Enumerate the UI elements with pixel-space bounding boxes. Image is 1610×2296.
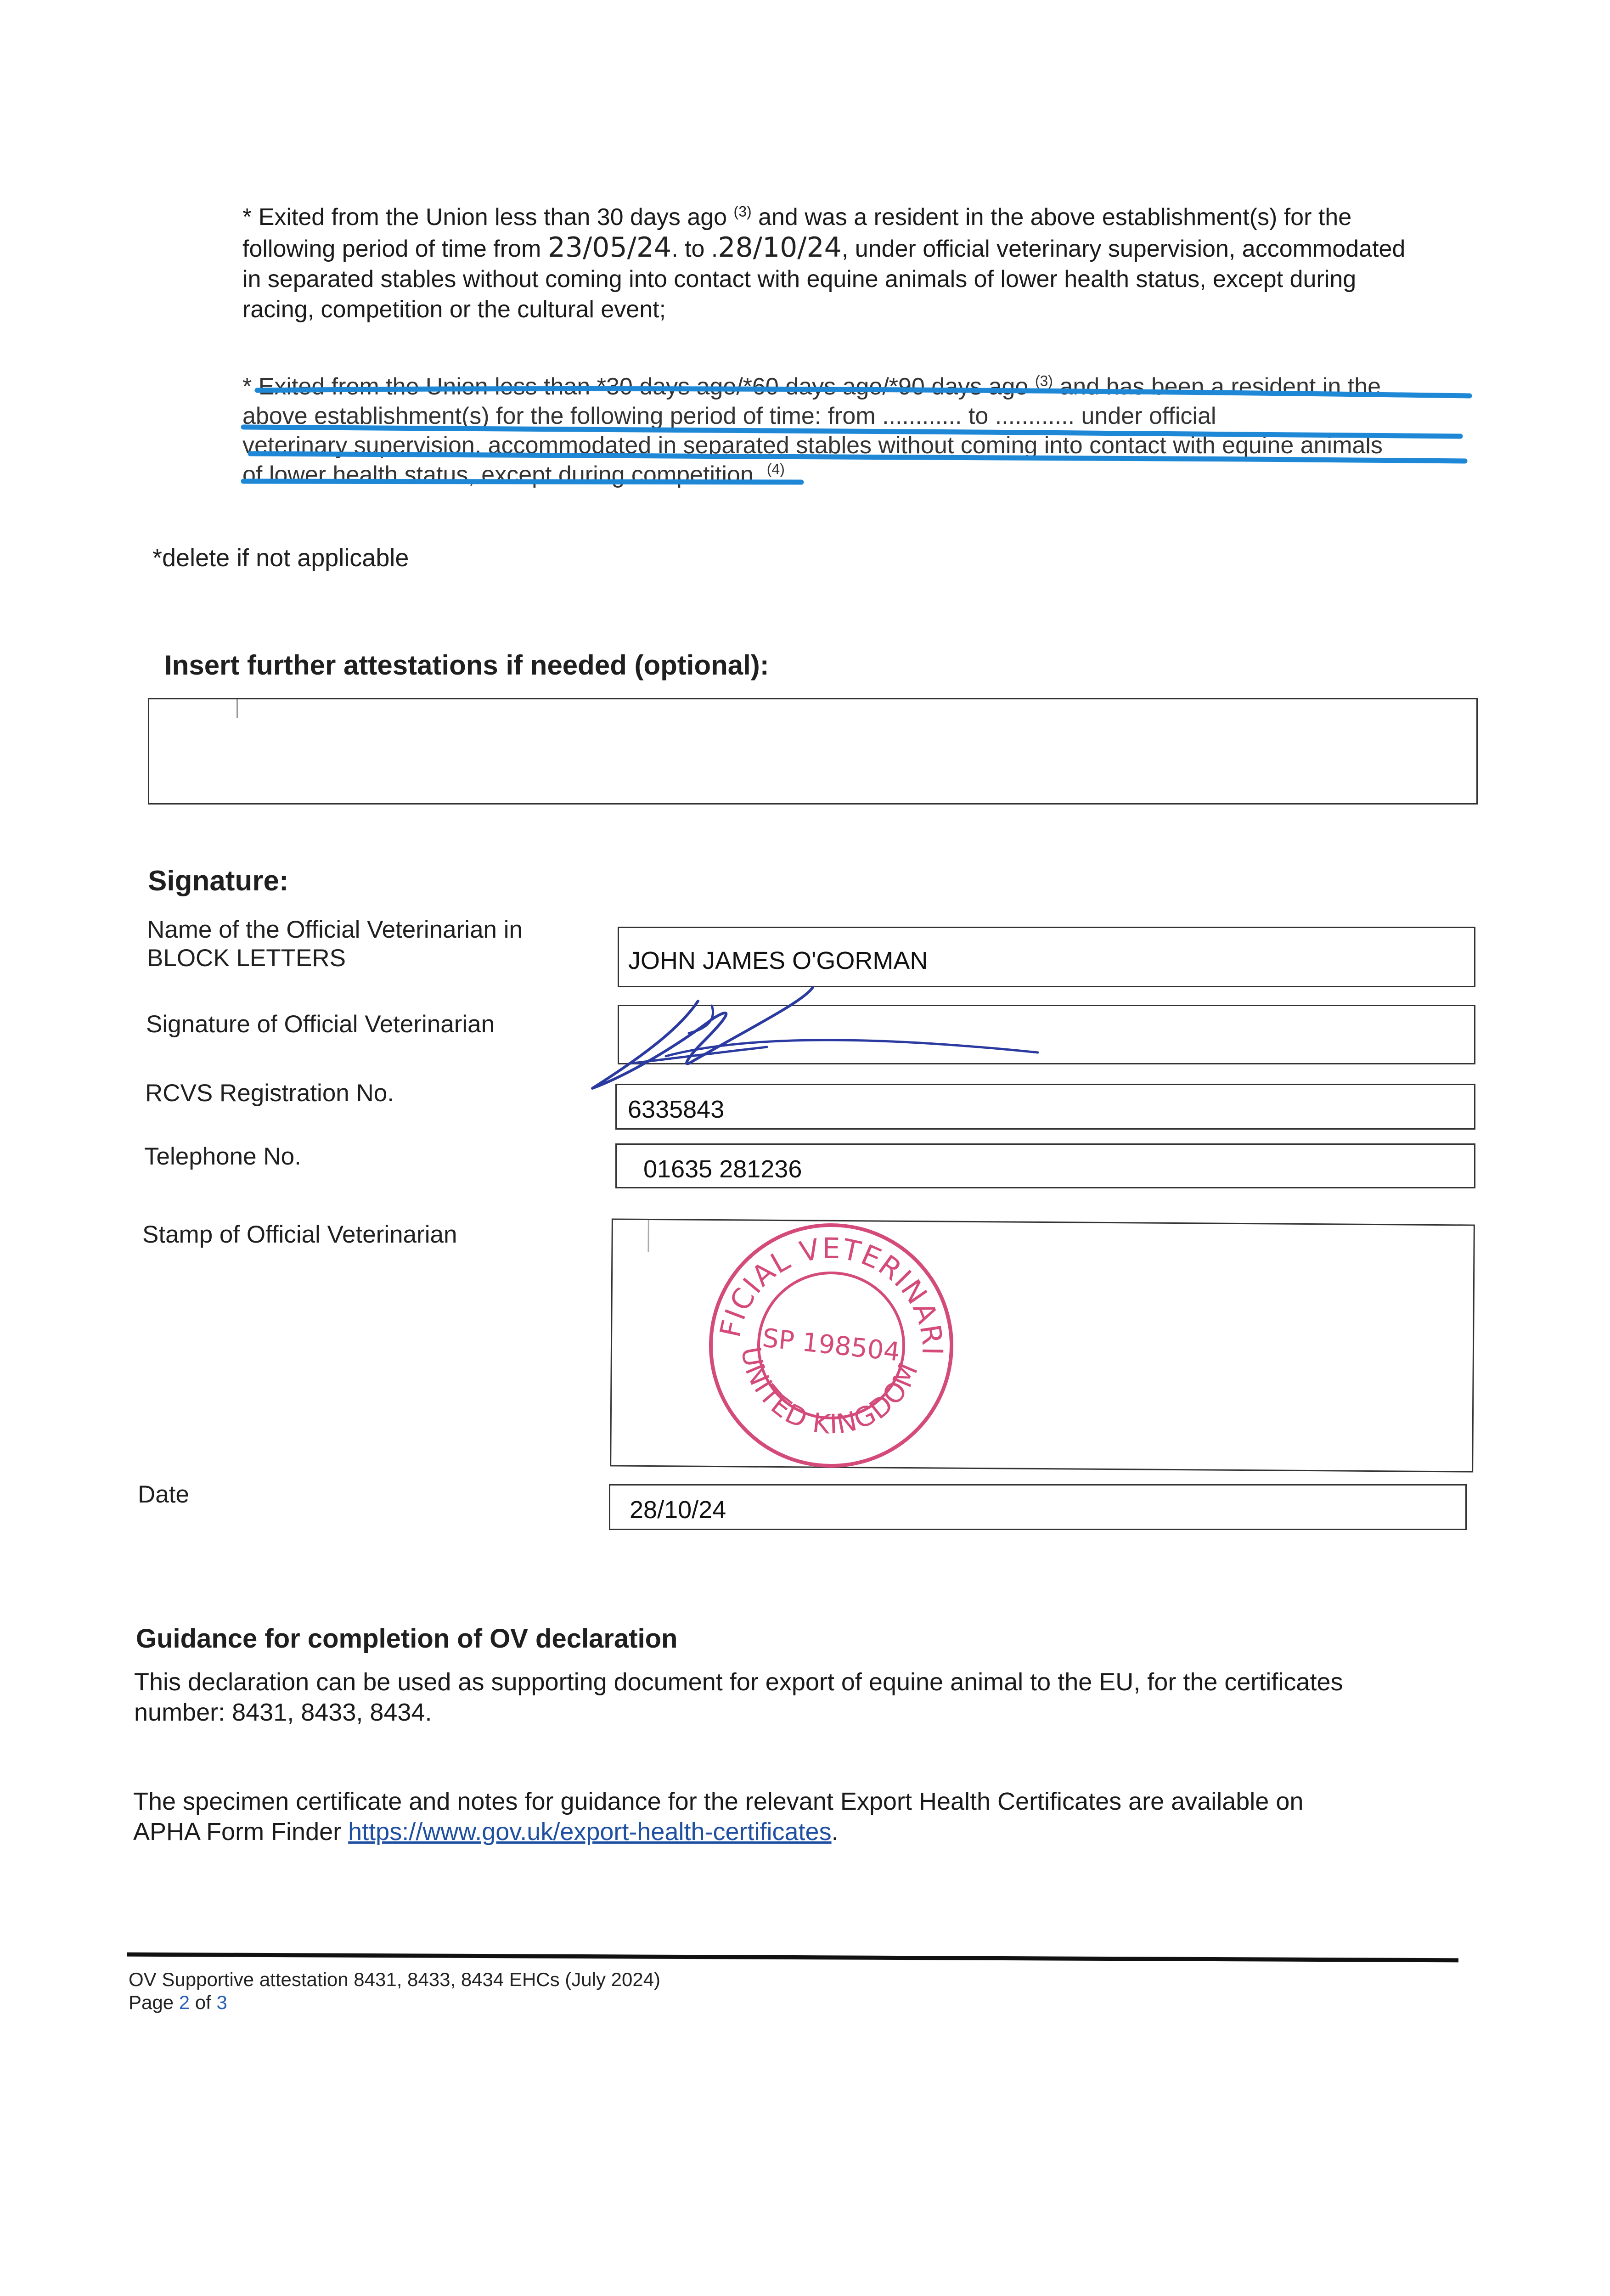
cursor-mark — [647, 1220, 649, 1252]
signature-stroke — [666, 1040, 1038, 1056]
page-total: 3 — [216, 1992, 227, 2013]
guidance-heading: Guidance for completion of OV declaration — [136, 1624, 678, 1654]
footer-title: OV Supportive attestation 8431, 8433, 8434 EHCs (July 2024) — [129, 1969, 661, 1990]
name-label — [147, 916, 523, 973]
strike-line — [243, 427, 1460, 436]
text: following period of time from — [242, 236, 541, 262]
text: and was a resident in the above establishment(s) for the — [758, 204, 1352, 231]
name-value: JOHN JAMES O'GORMAN — [628, 947, 928, 974]
telephone-label: Telephone No. — [144, 1143, 301, 1170]
date-from-handwritten: 23/05/24 — [547, 231, 672, 264]
name-label-line-2: BLOCK LETTERS — [147, 945, 346, 972]
struck-line-4: of lower health status, except during competition. — [242, 461, 760, 488]
stamp-top-text: OFFICIAL VETERINARIAN — [713, 1231, 950, 1356]
signature-heading: Signature: — [148, 865, 289, 897]
signature-label: Signature of Official Veterinarian — [146, 1011, 495, 1038]
asterisk: * — [242, 373, 252, 400]
footer — [129, 1968, 660, 2014]
paragraph-one-line-3: in separated stables without coming into contact with equine animals of lower health status, except during — [242, 266, 1357, 293]
text: , under official veterinary supervision, accommodated — [841, 236, 1406, 262]
further-attestations-box[interactable] — [148, 698, 1478, 805]
date-value: 28/10/24 — [630, 1496, 726, 1524]
cursor-mark — [236, 699, 238, 718]
footnote-ref: (3) — [733, 203, 752, 220]
footnote-ref: (3) — [1035, 372, 1053, 389]
telephone-field[interactable] — [615, 1143, 1475, 1188]
struck-line-3: veterinary supervision, accommodated in separated stables without coming into contact with equine animals — [242, 432, 1383, 459]
guidance-text: APHA Form Finder — [133, 1818, 342, 1846]
footer-rule — [127, 1953, 1458, 1963]
strike-line — [257, 388, 1469, 396]
guidance-line: number: 8431, 8433, 8434. — [134, 1699, 432, 1726]
rcvs-label: RCVS Registration No. — [145, 1080, 394, 1107]
telephone-value: 01635 281236 — [643, 1155, 802, 1183]
stamp-label: Stamp of Official Veterinarian — [142, 1221, 457, 1248]
rcvs-value: 6335843 — [628, 1096, 725, 1123]
page-word: Page — [129, 1992, 174, 2013]
date-field[interactable] — [609, 1484, 1467, 1530]
stamp-number: SP 198504 — [761, 1323, 902, 1367]
text: and has been a resident in the — [1059, 373, 1381, 400]
date-label: Date — [138, 1481, 189, 1508]
guidance-line: The specimen certificate and notes for guidance for the relevant Export Health Certificates are available on — [133, 1788, 1304, 1815]
further-attestations-heading: Insert further attestations if needed (optional): — [164, 650, 769, 681]
struck-line-2: above establishment(s) for the following period of time: from ............ to ............ under official — [242, 403, 1216, 429]
strike-line — [243, 481, 801, 482]
date-to-handwritten: 28/10/24 — [718, 231, 842, 264]
handwritten-signature — [574, 978, 1079, 1097]
page-of: of — [195, 1992, 211, 2013]
guidance-paragraph-1 — [134, 1667, 1466, 1728]
stamp-bottom-text: UNITED KINGDOM — [735, 1344, 925, 1441]
strike-line — [250, 454, 1465, 461]
text: Exited from the Union less than *30 days ago/*60 days ago/*90 days ago — [258, 373, 1029, 400]
paragraph-one-line-4: racing, competition or the cultural event; — [242, 296, 666, 323]
export-health-certificates-link[interactable]: https://www.gov.uk/export-health-certificates — [348, 1818, 832, 1846]
footer-page — [129, 1991, 660, 2014]
text: Exited from the Union less than 30 days ago — [258, 204, 727, 231]
guidance-paragraph-2 — [133, 1786, 1465, 1847]
official-veterinarian-stamp — [698, 1212, 964, 1479]
text: . to . — [671, 236, 718, 262]
signature-stroke — [592, 987, 813, 1088]
page-current: 2 — [179, 1992, 190, 2013]
footnote-ref: (4) — [766, 461, 785, 478]
delete-note: *delete if not applicable — [152, 544, 409, 572]
strike-through-lines — [0, 0, 1610, 551]
guidance-text: . — [831, 1818, 839, 1846]
name-label-line-1: Name of the Official Veterinarian in — [147, 916, 523, 943]
guidance-line: This declaration can be used as supporting document for export of equine animal to the EU, for the certificates — [134, 1668, 1343, 1696]
asterisk: * — [242, 204, 252, 231]
